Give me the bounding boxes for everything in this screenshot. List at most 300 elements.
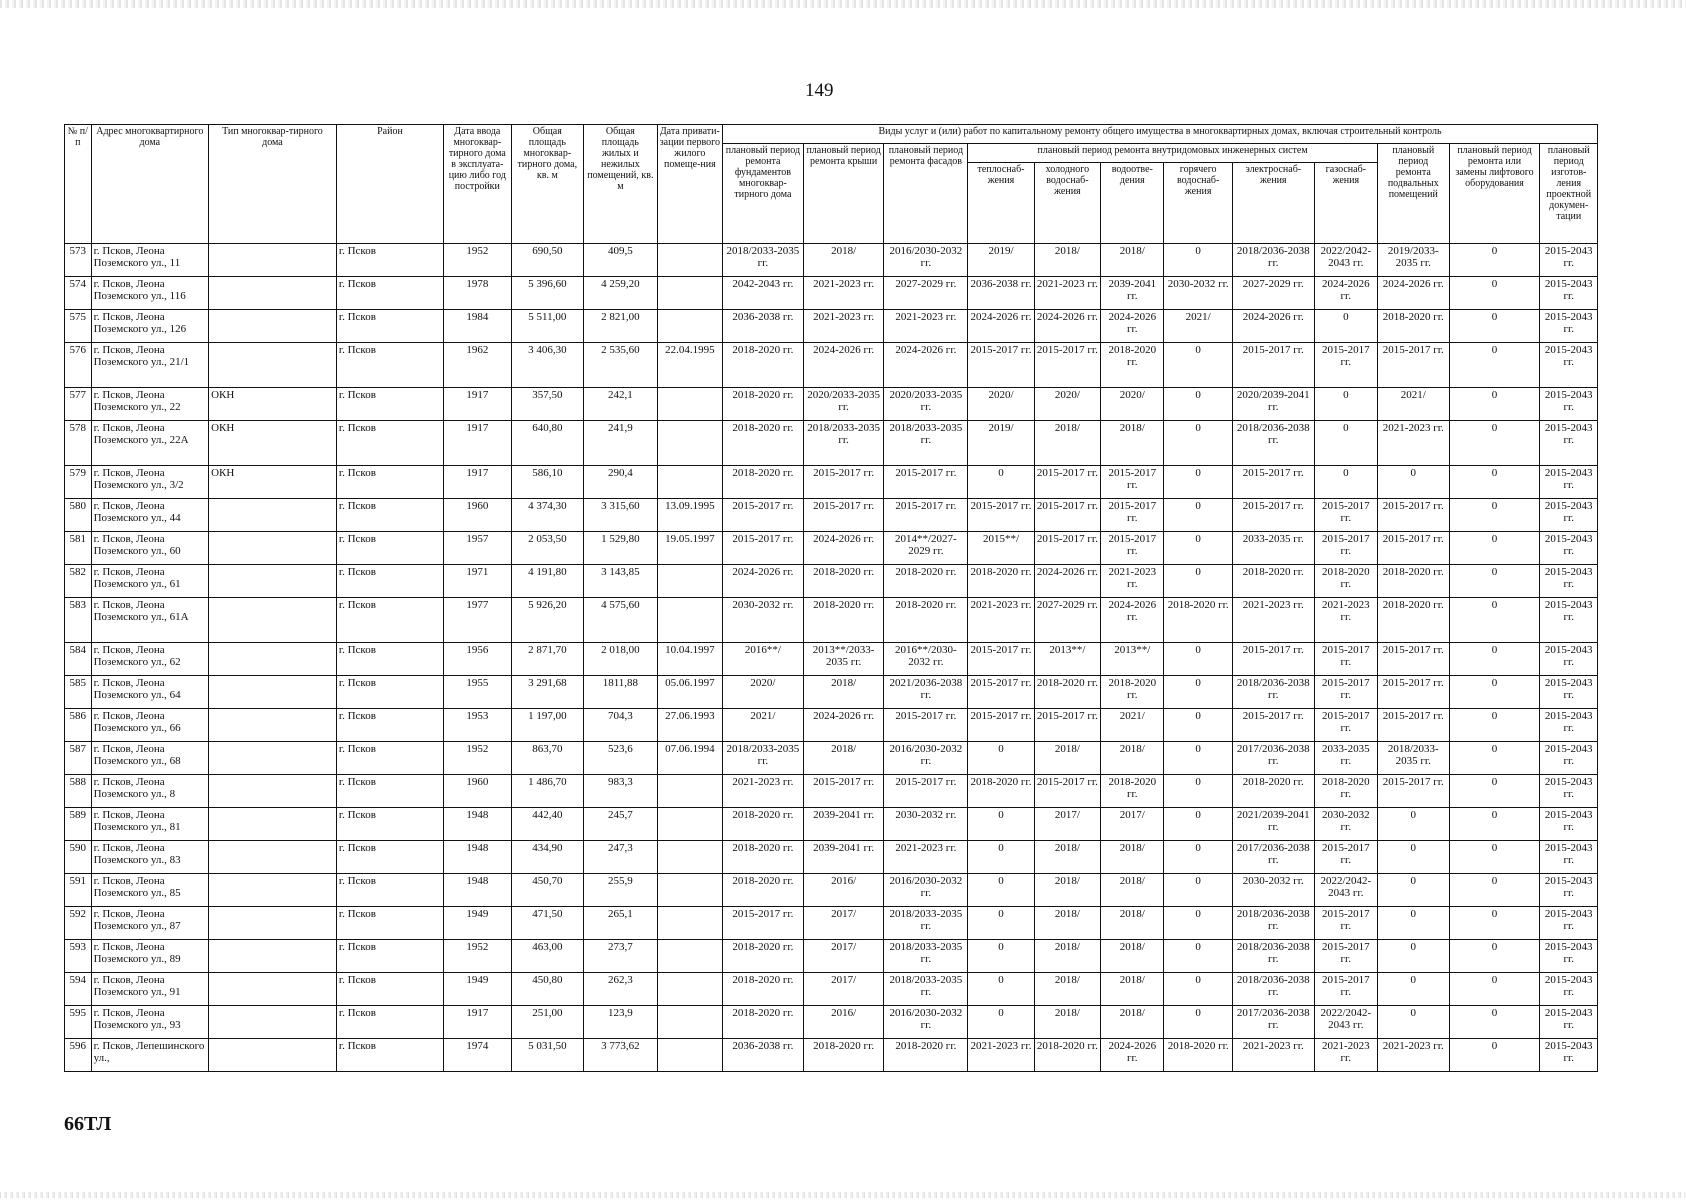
cold-water-cell: 2018-2020 гг.: [1034, 676, 1100, 709]
year-cell: 1977: [444, 598, 511, 643]
facade-cell: 2016/2030-2032 гг.: [884, 244, 968, 277]
table-row: [65, 565, 1598, 598]
year-cell: 1984: [444, 310, 511, 343]
house-type-cell: [209, 907, 337, 940]
electric-cell: 2015-2017 гг.: [1232, 709, 1314, 742]
privatization-date-cell: 10.04.1997: [657, 643, 722, 676]
year-cell: 1953: [444, 709, 511, 742]
district-cell: г. Псков: [336, 643, 443, 676]
row-number: 581: [65, 532, 92, 565]
living-area-cell: 242,1: [584, 388, 658, 421]
year-cell: 1952: [444, 244, 511, 277]
living-area-cell: 983,3: [584, 775, 658, 808]
table-row: [65, 742, 1598, 775]
table-row: [65, 709, 1598, 742]
gas-cell: 0: [1314, 466, 1377, 499]
table-row: [65, 1006, 1598, 1039]
heat-cell: 2024-2026 гг.: [968, 310, 1034, 343]
foundation-cell: 2030-2032 гг.: [723, 598, 804, 643]
total-area-cell: 2 871,70: [511, 643, 584, 676]
total-area-cell: 450,70: [511, 874, 584, 907]
total-area-cell: 690,50: [511, 244, 584, 277]
roof-cell: 2039-2041 гг.: [803, 841, 884, 874]
design-docs-cell: 2015-2043 гг.: [1540, 1039, 1598, 1072]
table-row: [65, 1039, 1598, 1072]
drainage-cell: 2018/: [1101, 973, 1164, 1006]
hot-water-cell: 0: [1164, 244, 1232, 277]
row-number: 574: [65, 277, 92, 310]
cold-water-cell: 2018/: [1034, 940, 1100, 973]
basement-cell: 2015-2017 гг.: [1378, 709, 1450, 742]
foundation-cell: 2018/2033-2035 гг.: [723, 244, 804, 277]
heat-cell: 0: [968, 742, 1034, 775]
foundation-cell: 2018-2020 гг.: [723, 808, 804, 841]
total-area-cell: 2 053,50: [511, 532, 584, 565]
basement-cell: 2018-2020 гг.: [1378, 565, 1450, 598]
scan-edge-bottom: [0, 1192, 1686, 1198]
living-area-cell: 409,5: [584, 244, 658, 277]
row-number: 590: [65, 841, 92, 874]
heat-cell: 2020/: [968, 388, 1034, 421]
address-cell: г. Псков, Леона Поземского ул., 61А: [91, 598, 209, 643]
hot-water-cell: 0: [1164, 808, 1232, 841]
address-cell: г. Псков, Леона Поземского ул., 126: [91, 310, 209, 343]
row-number: 596: [65, 1039, 92, 1072]
col-foundation-header: плановый период ремонта фундаментов многоквар-тирного дома: [723, 144, 804, 244]
foundation-cell: 2018-2020 гг.: [723, 940, 804, 973]
privatization-date-cell: [657, 841, 722, 874]
row-number: 579: [65, 466, 92, 499]
house-type-cell: [209, 310, 337, 343]
house-type-cell: [209, 775, 337, 808]
facade-cell: 2018/2033-2035 гг.: [884, 907, 968, 940]
drainage-cell: 2018/: [1101, 874, 1164, 907]
facade-cell: 2018-2020 гг.: [884, 598, 968, 643]
foundation-cell: 2042-2043 гг.: [723, 277, 804, 310]
facade-cell: 2030-2032 гг.: [884, 808, 968, 841]
hot-water-cell: 0: [1164, 676, 1232, 709]
privatization-date-cell: [657, 565, 722, 598]
living-area-cell: 2 821,00: [584, 310, 658, 343]
table-row: [65, 310, 1598, 343]
total-area-cell: 251,00: [511, 1006, 584, 1039]
district-cell: г. Псков: [336, 598, 443, 643]
col-living-area-header: Общая площадь жилых и нежилых помещений, кв. м: [584, 125, 658, 244]
district-cell: г. Псков: [336, 940, 443, 973]
heat-cell: 0: [968, 1006, 1034, 1039]
district-cell: г. Псков: [336, 709, 443, 742]
table-row: [65, 421, 1598, 466]
total-area-cell: 471,50: [511, 907, 584, 940]
col-hot-water-header: горячего водоснаб-жения: [1164, 163, 1232, 244]
cold-water-cell: 2018/: [1034, 421, 1100, 466]
row-number: 582: [65, 565, 92, 598]
row-number: 588: [65, 775, 92, 808]
house-type-cell: ОКН: [209, 388, 337, 421]
address-cell: г. Псков, Леона Поземского ул., 85: [91, 874, 209, 907]
foundation-cell: 2036-2038 гг.: [723, 310, 804, 343]
electric-cell: 2017/2036-2038 гг.: [1232, 1006, 1314, 1039]
heat-cell: 0: [968, 466, 1034, 499]
elevator-cell: 0: [1449, 388, 1540, 421]
total-area-cell: 450,80: [511, 973, 584, 1006]
living-area-cell: 3 315,60: [584, 499, 658, 532]
year-cell: 1955: [444, 676, 511, 709]
hot-water-cell: 0: [1164, 874, 1232, 907]
elevator-cell: 0: [1449, 466, 1540, 499]
cold-water-cell: 2018/: [1034, 973, 1100, 1006]
row-number: 594: [65, 973, 92, 1006]
drainage-cell: 2018/: [1101, 841, 1164, 874]
row-number: 587: [65, 742, 92, 775]
house-type-cell: [209, 1006, 337, 1039]
address-cell: г. Псков, Леона Поземского ул., 91: [91, 973, 209, 1006]
house-type-cell: [209, 277, 337, 310]
drainage-cell: 2024-2026 гг.: [1101, 310, 1164, 343]
gas-cell: 2024-2026 гг.: [1314, 277, 1377, 310]
living-area-cell: 704,3: [584, 709, 658, 742]
house-type-cell: [209, 742, 337, 775]
col-facade-header: плановый период ремонта фасадов: [884, 144, 968, 244]
col-heat-header: теплоснаб-жения: [968, 163, 1034, 244]
elevator-cell: 0: [1449, 421, 1540, 466]
heat-cell: 0: [968, 808, 1034, 841]
foundation-cell: 2018-2020 гг.: [723, 343, 804, 388]
house-type-cell: [209, 499, 337, 532]
gas-cell: 2030-2032 гг.: [1314, 808, 1377, 841]
living-area-cell: 123,9: [584, 1006, 658, 1039]
privatization-date-cell: [657, 874, 722, 907]
year-cell: 1948: [444, 841, 511, 874]
hot-water-cell: 2030-2032 гг.: [1164, 277, 1232, 310]
privatization-date-cell: [657, 244, 722, 277]
facade-cell: 2018-2020 гг.: [884, 565, 968, 598]
cold-water-cell: 2015-2017 гг.: [1034, 532, 1100, 565]
hot-water-cell: 2018-2020 гг.: [1164, 1039, 1232, 1072]
gas-cell: 2022/2042-2043 гг.: [1314, 1006, 1377, 1039]
hot-water-cell: 0: [1164, 973, 1232, 1006]
living-area-cell: 290,4: [584, 466, 658, 499]
electric-cell: 2017/2036-2038 гг.: [1232, 742, 1314, 775]
facade-cell: 2015-2017 гг.: [884, 466, 968, 499]
gas-cell: 2015-2017 гг.: [1314, 973, 1377, 1006]
hot-water-cell: 0: [1164, 532, 1232, 565]
elevator-cell: 0: [1449, 598, 1540, 643]
basement-cell: 2018-2020 гг.: [1378, 310, 1450, 343]
table-row: [65, 808, 1598, 841]
row-number: 584: [65, 643, 92, 676]
elevator-cell: 0: [1449, 907, 1540, 940]
electric-cell: 2030-2032 гг.: [1232, 874, 1314, 907]
living-area-cell: 3 773,62: [584, 1039, 658, 1072]
table-row: [65, 343, 1598, 388]
gas-cell: 2015-2017 гг.: [1314, 499, 1377, 532]
foundation-cell: 2018/2033-2035 гг.: [723, 742, 804, 775]
design-docs-cell: 2015-2043 гг.: [1540, 676, 1598, 709]
total-area-cell: 1 486,70: [511, 775, 584, 808]
hot-water-cell: 0: [1164, 907, 1232, 940]
house-type-cell: ОКН: [209, 421, 337, 466]
roof-cell: 2039-2041 гг.: [803, 808, 884, 841]
drainage-cell: 2024-2026 гг.: [1101, 1039, 1164, 1072]
electric-cell: 2027-2029 гг.: [1232, 277, 1314, 310]
table-row: [65, 388, 1598, 421]
house-type-cell: [209, 940, 337, 973]
total-area-cell: 586,10: [511, 466, 584, 499]
design-docs-cell: 2015-2043 гг.: [1540, 973, 1598, 1006]
col-house-type-header: Тип многоквар-тирного дома: [209, 125, 337, 244]
hot-water-cell: 0: [1164, 841, 1232, 874]
privatization-date-cell: [657, 973, 722, 1006]
address-cell: г. Псков, Леона Поземского ул., 68: [91, 742, 209, 775]
house-type-cell: [209, 841, 337, 874]
roof-cell: 2020/2033-2035 гг.: [803, 388, 884, 421]
hot-water-cell: 2021/: [1164, 310, 1232, 343]
electric-cell: 2021/2039-2041 гг.: [1232, 808, 1314, 841]
col-elevator-header: плановый период ремонта или замены лифтового оборудования: [1449, 144, 1540, 244]
address-cell: г. Псков, Леона Поземского ул., 116: [91, 277, 209, 310]
year-cell: 1917: [444, 1006, 511, 1039]
row-number: 589: [65, 808, 92, 841]
gas-cell: 0: [1314, 421, 1377, 466]
year-cell: 1917: [444, 388, 511, 421]
total-area-cell: 5 031,50: [511, 1039, 584, 1072]
row-number: 595: [65, 1006, 92, 1039]
gas-cell: 2021-2023 гг.: [1314, 1039, 1377, 1072]
heat-cell: 0: [968, 841, 1034, 874]
district-cell: г. Псков: [336, 466, 443, 499]
drainage-cell: 2018/: [1101, 421, 1164, 466]
design-docs-cell: 2015-2043 гг.: [1540, 421, 1598, 466]
row-number: 580: [65, 499, 92, 532]
cold-water-cell: 2018/: [1034, 907, 1100, 940]
col-no-header: № п/п: [65, 125, 92, 244]
electric-cell: 2015-2017 гг.: [1232, 499, 1314, 532]
year-cell: 1952: [444, 940, 511, 973]
elevator-cell: 0: [1449, 709, 1540, 742]
elevator-cell: 0: [1449, 499, 1540, 532]
row-number: 573: [65, 244, 92, 277]
basement-cell: 2015-2017 гг.: [1378, 343, 1450, 388]
year-cell: 1978: [444, 277, 511, 310]
privatization-date-cell: [657, 466, 722, 499]
basement-cell: 2015-2017 гг.: [1378, 676, 1450, 709]
drainage-cell: 2018/: [1101, 907, 1164, 940]
basement-cell: 0: [1378, 973, 1450, 1006]
house-type-cell: [209, 598, 337, 643]
basement-cell: 0: [1378, 466, 1450, 499]
foundation-cell: 2015-2017 гг.: [723, 499, 804, 532]
living-area-cell: 4 575,60: [584, 598, 658, 643]
district-cell: г. Псков: [336, 499, 443, 532]
cold-water-cell: 2021-2023 гг.: [1034, 277, 1100, 310]
elevator-cell: 0: [1449, 742, 1540, 775]
total-area-cell: 5 511,00: [511, 310, 584, 343]
electric-cell: 2017/2036-2038 гг.: [1232, 841, 1314, 874]
gas-cell: 0: [1314, 388, 1377, 421]
cold-water-cell: 2024-2026 гг.: [1034, 565, 1100, 598]
living-area-cell: 3 143,85: [584, 565, 658, 598]
design-docs-cell: 2015-2043 гг.: [1540, 643, 1598, 676]
drainage-cell: 2018/: [1101, 1006, 1164, 1039]
design-docs-cell: 2015-2043 гг.: [1540, 808, 1598, 841]
living-area-cell: 241,9: [584, 421, 658, 466]
total-area-cell: 357,50: [511, 388, 584, 421]
total-area-cell: 3 291,68: [511, 676, 584, 709]
foundation-cell: 2018-2020 гг.: [723, 841, 804, 874]
privatization-date-cell: [657, 907, 722, 940]
drainage-cell: 2013**/: [1101, 643, 1164, 676]
cold-water-cell: 2015-2017 гг.: [1034, 775, 1100, 808]
total-area-cell: 3 406,30: [511, 343, 584, 388]
design-docs-cell: 2015-2043 гг.: [1540, 841, 1598, 874]
drainage-cell: 2020/: [1101, 388, 1164, 421]
facade-cell: 2014**/2027-2029 гг.: [884, 532, 968, 565]
facade-cell: 2016/2030-2032 гг.: [884, 874, 968, 907]
facade-cell: 2021-2023 гг.: [884, 841, 968, 874]
table-row: [65, 940, 1598, 973]
roof-cell: 2018-2020 гг.: [803, 598, 884, 643]
district-cell: г. Псков: [336, 244, 443, 277]
gas-cell: 2018-2020 гг.: [1314, 775, 1377, 808]
heat-cell: 2021-2023 гг.: [968, 598, 1034, 643]
total-area-cell: 442,40: [511, 808, 584, 841]
elevator-cell: 0: [1449, 277, 1540, 310]
living-area-cell: 2 535,60: [584, 343, 658, 388]
district-cell: г. Псков: [336, 310, 443, 343]
hot-water-cell: 0: [1164, 388, 1232, 421]
table-row: [65, 907, 1598, 940]
living-area-cell: 247,3: [584, 841, 658, 874]
col-cold-water-header: холодного водоснаб-жения: [1034, 163, 1100, 244]
address-cell: г. Псков, Леона Поземского ул., 3/2: [91, 466, 209, 499]
heat-cell: 2015-2017 гг.: [968, 709, 1034, 742]
drainage-cell: 2015-2017 гг.: [1101, 532, 1164, 565]
year-cell: 1952: [444, 742, 511, 775]
district-cell: г. Псков: [336, 775, 443, 808]
gas-cell: 2015-2017 гг.: [1314, 343, 1377, 388]
electric-cell: 2018/2036-2038 гг.: [1232, 676, 1314, 709]
district-cell: г. Псков: [336, 973, 443, 1006]
col-district-header: Район: [336, 125, 443, 244]
living-area-cell: 2 018,00: [584, 643, 658, 676]
row-number: 586: [65, 709, 92, 742]
address-cell: г. Псков, Леона Поземского ул., 81: [91, 808, 209, 841]
elevator-cell: 0: [1449, 940, 1540, 973]
year-cell: 1949: [444, 973, 511, 1006]
table-row: [65, 244, 1598, 277]
elevator-cell: 0: [1449, 565, 1540, 598]
foundation-cell: 2016**/: [723, 643, 804, 676]
privatization-date-cell: 05.06.1997: [657, 676, 722, 709]
living-area-cell: 262,3: [584, 973, 658, 1006]
elevator-cell: 0: [1449, 1039, 1540, 1072]
col-gas-header: газоснаб-жения: [1314, 163, 1377, 244]
basement-cell: 2015-2017 гг.: [1378, 532, 1450, 565]
privatization-date-cell: 27.06.1993: [657, 709, 722, 742]
hot-water-cell: 0: [1164, 775, 1232, 808]
elevator-cell: 0: [1449, 775, 1540, 808]
elevator-cell: 0: [1449, 643, 1540, 676]
year-cell: 1962: [444, 343, 511, 388]
header-row-1: [65, 125, 1598, 144]
col-design-docs-header: плановый период изготов-ления проектной докумен-тации: [1540, 144, 1598, 244]
roof-cell: 2018/: [803, 244, 884, 277]
privatization-date-cell: 19.05.1997: [657, 532, 722, 565]
roof-cell: 2018-2020 гг.: [803, 1039, 884, 1072]
facade-cell: 2021/2036-2038 гг.: [884, 676, 968, 709]
cold-water-cell: 2020/: [1034, 388, 1100, 421]
electric-cell: 2018/2036-2038 гг.: [1232, 244, 1314, 277]
roof-cell: 2021-2023 гг.: [803, 310, 884, 343]
gas-cell: 2015-2017 гг.: [1314, 532, 1377, 565]
table-row: [65, 874, 1598, 907]
district-cell: г. Псков: [336, 532, 443, 565]
address-cell: г. Псков, Леона Поземского ул., 61: [91, 565, 209, 598]
total-area-cell: 4 191,80: [511, 565, 584, 598]
district-cell: г. Псков: [336, 565, 443, 598]
design-docs-cell: 2015-2043 гг.: [1540, 709, 1598, 742]
col-address-header: Адрес многоквартирного дома: [91, 125, 209, 244]
design-docs-cell: 2015-2043 гг.: [1540, 277, 1598, 310]
district-cell: г. Псков: [336, 421, 443, 466]
gas-cell: 2015-2017 гг.: [1314, 907, 1377, 940]
gas-cell: 2015-2017 гг.: [1314, 676, 1377, 709]
address-cell: г. Псков, Леона Поземского ул., 22А: [91, 421, 209, 466]
total-area-cell: 5 926,20: [511, 598, 584, 643]
total-area-cell: 640,80: [511, 421, 584, 466]
foundation-cell: 2015-2017 гг.: [723, 907, 804, 940]
col-commission-date-header: Дата ввода многоквар-тирного дома в эксплуата-цию либо год постройки: [444, 125, 511, 244]
house-type-cell: [209, 532, 337, 565]
row-number: 585: [65, 676, 92, 709]
design-docs-cell: 2015-2043 гг.: [1540, 874, 1598, 907]
heat-cell: 2015**/: [968, 532, 1034, 565]
drainage-cell: 2018/: [1101, 244, 1164, 277]
table-row: [65, 841, 1598, 874]
house-type-cell: [209, 676, 337, 709]
living-area-cell: 255,9: [584, 874, 658, 907]
address-cell: г. Псков, Леона Поземского ул., 44: [91, 499, 209, 532]
privatization-date-cell: [657, 808, 722, 841]
roof-cell: 2018-2020 гг.: [803, 565, 884, 598]
design-docs-cell: 2015-2043 гг.: [1540, 940, 1598, 973]
gas-cell: 2015-2017 гг.: [1314, 643, 1377, 676]
foundation-cell: 2018-2020 гг.: [723, 466, 804, 499]
drainage-cell: 2015-2017 гг.: [1101, 499, 1164, 532]
privatization-date-cell: [657, 310, 722, 343]
elevator-cell: 0: [1449, 841, 1540, 874]
facade-cell: 2018/2033-2035 гг.: [884, 421, 968, 466]
address-cell: г. Псков, Леона Поземского ул., 8: [91, 775, 209, 808]
district-cell: г. Псков: [336, 1039, 443, 1072]
facade-cell: 2020/2033-2035 гг.: [884, 388, 968, 421]
total-area-cell: 5 396,60: [511, 277, 584, 310]
address-cell: г. Псков, Леона Поземского ул., 60: [91, 532, 209, 565]
roof-cell: 2018/2033-2035 гг.: [803, 421, 884, 466]
drainage-cell: 2021/: [1101, 709, 1164, 742]
drainage-cell: 2039-2041 гг.: [1101, 277, 1164, 310]
gas-cell: 2033-2035 гг.: [1314, 742, 1377, 775]
gas-cell: 2018-2020 гг.: [1314, 565, 1377, 598]
address-cell: г. Псков, Леона Поземского ул., 89: [91, 940, 209, 973]
electric-cell: 2021-2023 гг.: [1232, 598, 1314, 643]
basement-cell: 2015-2017 гг.: [1378, 499, 1450, 532]
privatization-date-cell: [657, 1006, 722, 1039]
drainage-cell: 2015-2017 гг.: [1101, 466, 1164, 499]
roof-cell: 2016/: [803, 1006, 884, 1039]
basement-cell: 0: [1378, 808, 1450, 841]
